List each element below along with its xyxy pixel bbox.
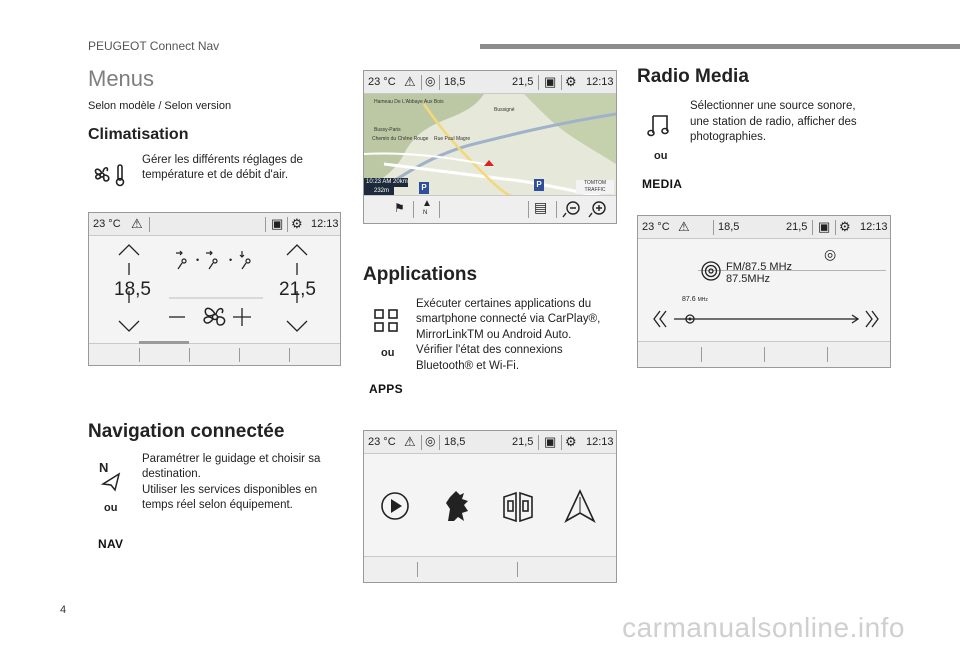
apps-desc-1: Exécuter certaines applications du [416,298,592,310]
freq-value: 87.6 [682,296,696,303]
phone-icon[interactable]: ▣ [544,74,557,89]
right-temp[interactable]: 21,5 [512,436,534,448]
nav-desc-4: temps réel selon équipement. [142,499,293,511]
watermark: carmanualsonline.info [622,612,905,643]
apps-desc-4: Vérifier l'état des connexions [416,344,563,356]
right-temp[interactable]: 21,5 [279,279,316,300]
radio-desc-3: photographies. [690,131,767,143]
map-view[interactable] [364,94,616,197]
left-temp[interactable]: 18,5 [444,76,466,88]
mirrorlink-icon[interactable] [502,489,536,523]
destination-flag-icon[interactable]: ⚑ [394,201,405,215]
carplay-play-icon[interactable] [380,491,410,521]
nav-desc-2: destination. [142,468,201,480]
apps-soft-row [364,556,616,582]
warning-icon[interactable]: ⚠ [404,434,416,449]
left-temp[interactable]: 18,5 [114,279,151,300]
clock: 12:13 [586,76,614,88]
apps-label: APPS [369,382,403,396]
nav-desc-3: Utiliser les services disponibles en [142,484,318,496]
radio-title: Radio Media [637,66,749,87]
apps-status-bar [364,431,616,454]
station-freq[interactable]: 87.5MHz [726,273,771,285]
nav-title: Navigation connectée [88,421,285,442]
station-name[interactable]: FM/87.5 MHz [726,261,793,273]
distance-box: 232m [364,187,394,196]
clim-status-bar [89,213,340,236]
svg-text:•: • [196,255,200,265]
outside-temp: 23 °C [368,76,396,88]
compass-letter: N [423,210,428,216]
nav-icon-letter: N [99,460,109,475]
phone-icon[interactable]: ▣ [271,216,284,231]
climate-icon [92,162,128,188]
nav-ou: ou [104,502,118,514]
clim-soft-row [89,343,340,365]
warning-icon[interactable]: ⚠ [404,74,416,89]
map-place-1: Hameau De L'Abbaye Aux Bois [374,99,444,105]
outside-temp: 23 °C [368,436,396,448]
eta-box: 10:23 AM 20km [366,179,408,185]
music-note-icon [648,113,670,137]
radio-screen [637,215,891,368]
settings-icon[interactable]: ⚙ [565,74,577,89]
warning-icon[interactable]: ⚠ [131,216,143,231]
radio-icon[interactable]: ◎ [425,74,436,88]
android-auto-icon[interactable] [564,489,596,523]
page-number: 4 [60,604,67,616]
radio-label: MEDIA [642,177,683,191]
apps-desc-2: smartphone connecté via CarPlay®, [416,313,601,325]
map-place-2: Bussigné [494,107,515,113]
settings-icon[interactable]: ⚙ [839,219,851,234]
outside-temp: 23 °C [642,221,670,233]
svg-text:•: • [229,255,233,265]
freq-marker [682,296,708,303]
radio-desc-2: une station de radio, afficher des [690,116,857,128]
peugeot-lion-icon[interactable] [442,489,474,523]
apps-desc-3: MirrorLinkTM ou Android Auto. [416,329,572,341]
fan-icon[interactable] [201,303,229,331]
compass-arrow-icon[interactable]: ▲ [422,198,432,209]
outside-temp: 23 °C [93,218,121,230]
phone-icon[interactable]: ▣ [544,434,557,449]
map-place-5: Rue Paul Magre [434,136,471,142]
parking-icon-2: P [534,179,544,191]
left-temp[interactable]: 18,5 [444,436,466,448]
radio-desc-1: Sélectionner une source sonore, [690,100,856,112]
nav-label: NAV [98,537,124,551]
settings-icon[interactable]: ⚙ [565,434,577,449]
menus-title: Menus [88,66,155,91]
zoom-icons[interactable] [562,200,610,218]
phone-icon[interactable]: ▣ [818,219,831,234]
map-place-3: Bussy-Paris [374,127,401,133]
radio-icon[interactable]: ◎ [425,434,436,448]
radio-ou: ou [654,150,668,162]
header-bar [480,44,960,49]
apps-ou: ou [381,347,395,359]
running-header: PEUGEOT Connect Nav [88,39,220,53]
nav-status-bar [364,71,616,94]
radio-status-bar [638,216,890,239]
clim-title: Climatisation [88,126,189,143]
warning-icon[interactable]: ⚠ [678,219,690,234]
apps-screen [363,430,617,583]
right-temp[interactable]: 21,5 [512,76,534,88]
clim-screen [88,212,341,366]
map-options-icon[interactable]: ▤ [534,199,548,215]
navigation-icon [101,472,123,492]
clock: 12:13 [311,218,339,230]
map-place-4: Chemin du Chêne Rouge [372,136,429,142]
radio-soft-row [638,341,890,367]
radio-source-icon[interactable]: ◎ [824,246,837,262]
nav-screen [363,70,617,224]
parking-icon: P [419,182,429,194]
freq-unit: MHz [697,297,708,303]
right-temp[interactable]: 21,5 [786,221,808,233]
nav-desc-1: Paramétrer le guidage et choisir sa [142,453,321,465]
tuner-bar[interactable] [652,308,880,330]
apps-title: Applications [363,264,478,285]
settings-icon[interactable]: ⚙ [291,216,303,231]
station-icon[interactable] [700,260,722,282]
apps-grid-icon [374,309,400,333]
clim-desc-1: Gérer les différents réglages de [142,154,303,166]
menus-subtitle: Selon modèle / Selon version [88,100,232,112]
left-temp[interactable]: 18,5 [718,221,740,233]
clim-desc-2: température et de débit d'air. [142,169,289,181]
clock: 12:13 [586,436,614,448]
nav-soft-row [364,195,616,223]
clock: 12:13 [860,221,888,233]
tomtom-traffic-logo: TOMTOM TRAFFIC [576,180,614,194]
apps-desc-5: Bluetooth® et Wi-Fi. [416,360,520,372]
airflow-icons[interactable] [174,249,264,271]
